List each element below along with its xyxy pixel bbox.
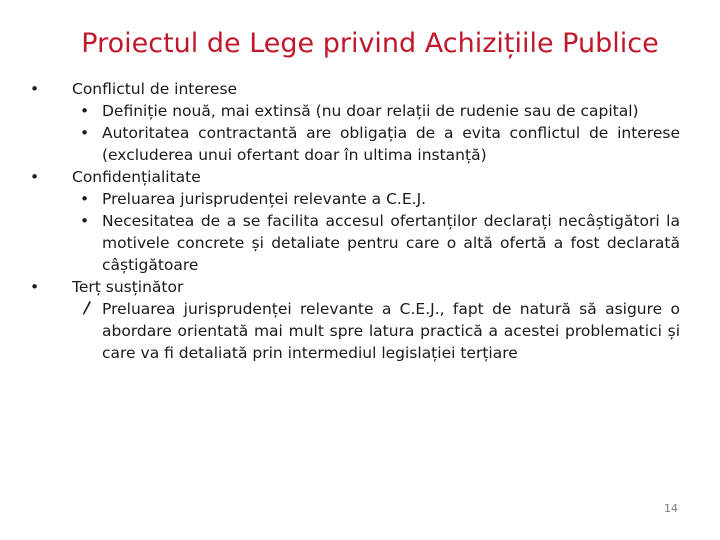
bullet: •	[80, 102, 90, 120]
bullet: •	[30, 278, 40, 296]
bullet: •	[30, 80, 40, 98]
section-heading: Conflictul de interese	[72, 80, 238, 98]
section-confidentiality	[30, 166, 680, 188]
bullet: •	[30, 168, 40, 186]
list-item	[30, 188, 680, 210]
bullet: •	[80, 190, 90, 208]
section-third-party-supporter	[30, 276, 680, 298]
list-item-text: Definiție nouă, mai extinsă (nu doar relații de rudenie sau de capital)	[102, 102, 639, 120]
list-item-text: Necesitatea de a se facilita accesul ofertanților declarați necâștigători la motivele concrete și detaliate pentru care o altă ofertă a fost declarată câștigătoare	[102, 212, 680, 274]
section-heading: Terț susținător	[72, 278, 184, 296]
bullet: •	[80, 124, 90, 142]
list-item	[30, 210, 680, 276]
list-item-text: Preluarea jurisprudenței relevante a C.E.J., fapt de natură să asigure o abordare orientată mai mult spre latura practică a acestei problematici și care va fi detaliată prin intermediul legislației terțiare	[102, 300, 680, 362]
list-item-text: Autoritatea contractantă are obligația de a evita conflictul de interese (excluderea unui ofertant doar în ultima instanță)	[102, 124, 680, 164]
list-item	[30, 100, 680, 122]
pencil-icon	[82, 300, 92, 316]
list-item	[30, 298, 680, 364]
list-item	[30, 122, 680, 166]
slide-content	[30, 78, 680, 364]
slide-title: Proiectul de Lege privind Achizițiile Publice	[81, 28, 659, 59]
page-number: 14	[664, 502, 678, 515]
list-item-text: Preluarea jurisprudenței relevante a C.E.J.	[102, 190, 427, 208]
section-heading: Confidențialitate	[72, 168, 201, 186]
section-conflict-of-interest	[30, 78, 680, 100]
bullet: •	[80, 212, 90, 230]
